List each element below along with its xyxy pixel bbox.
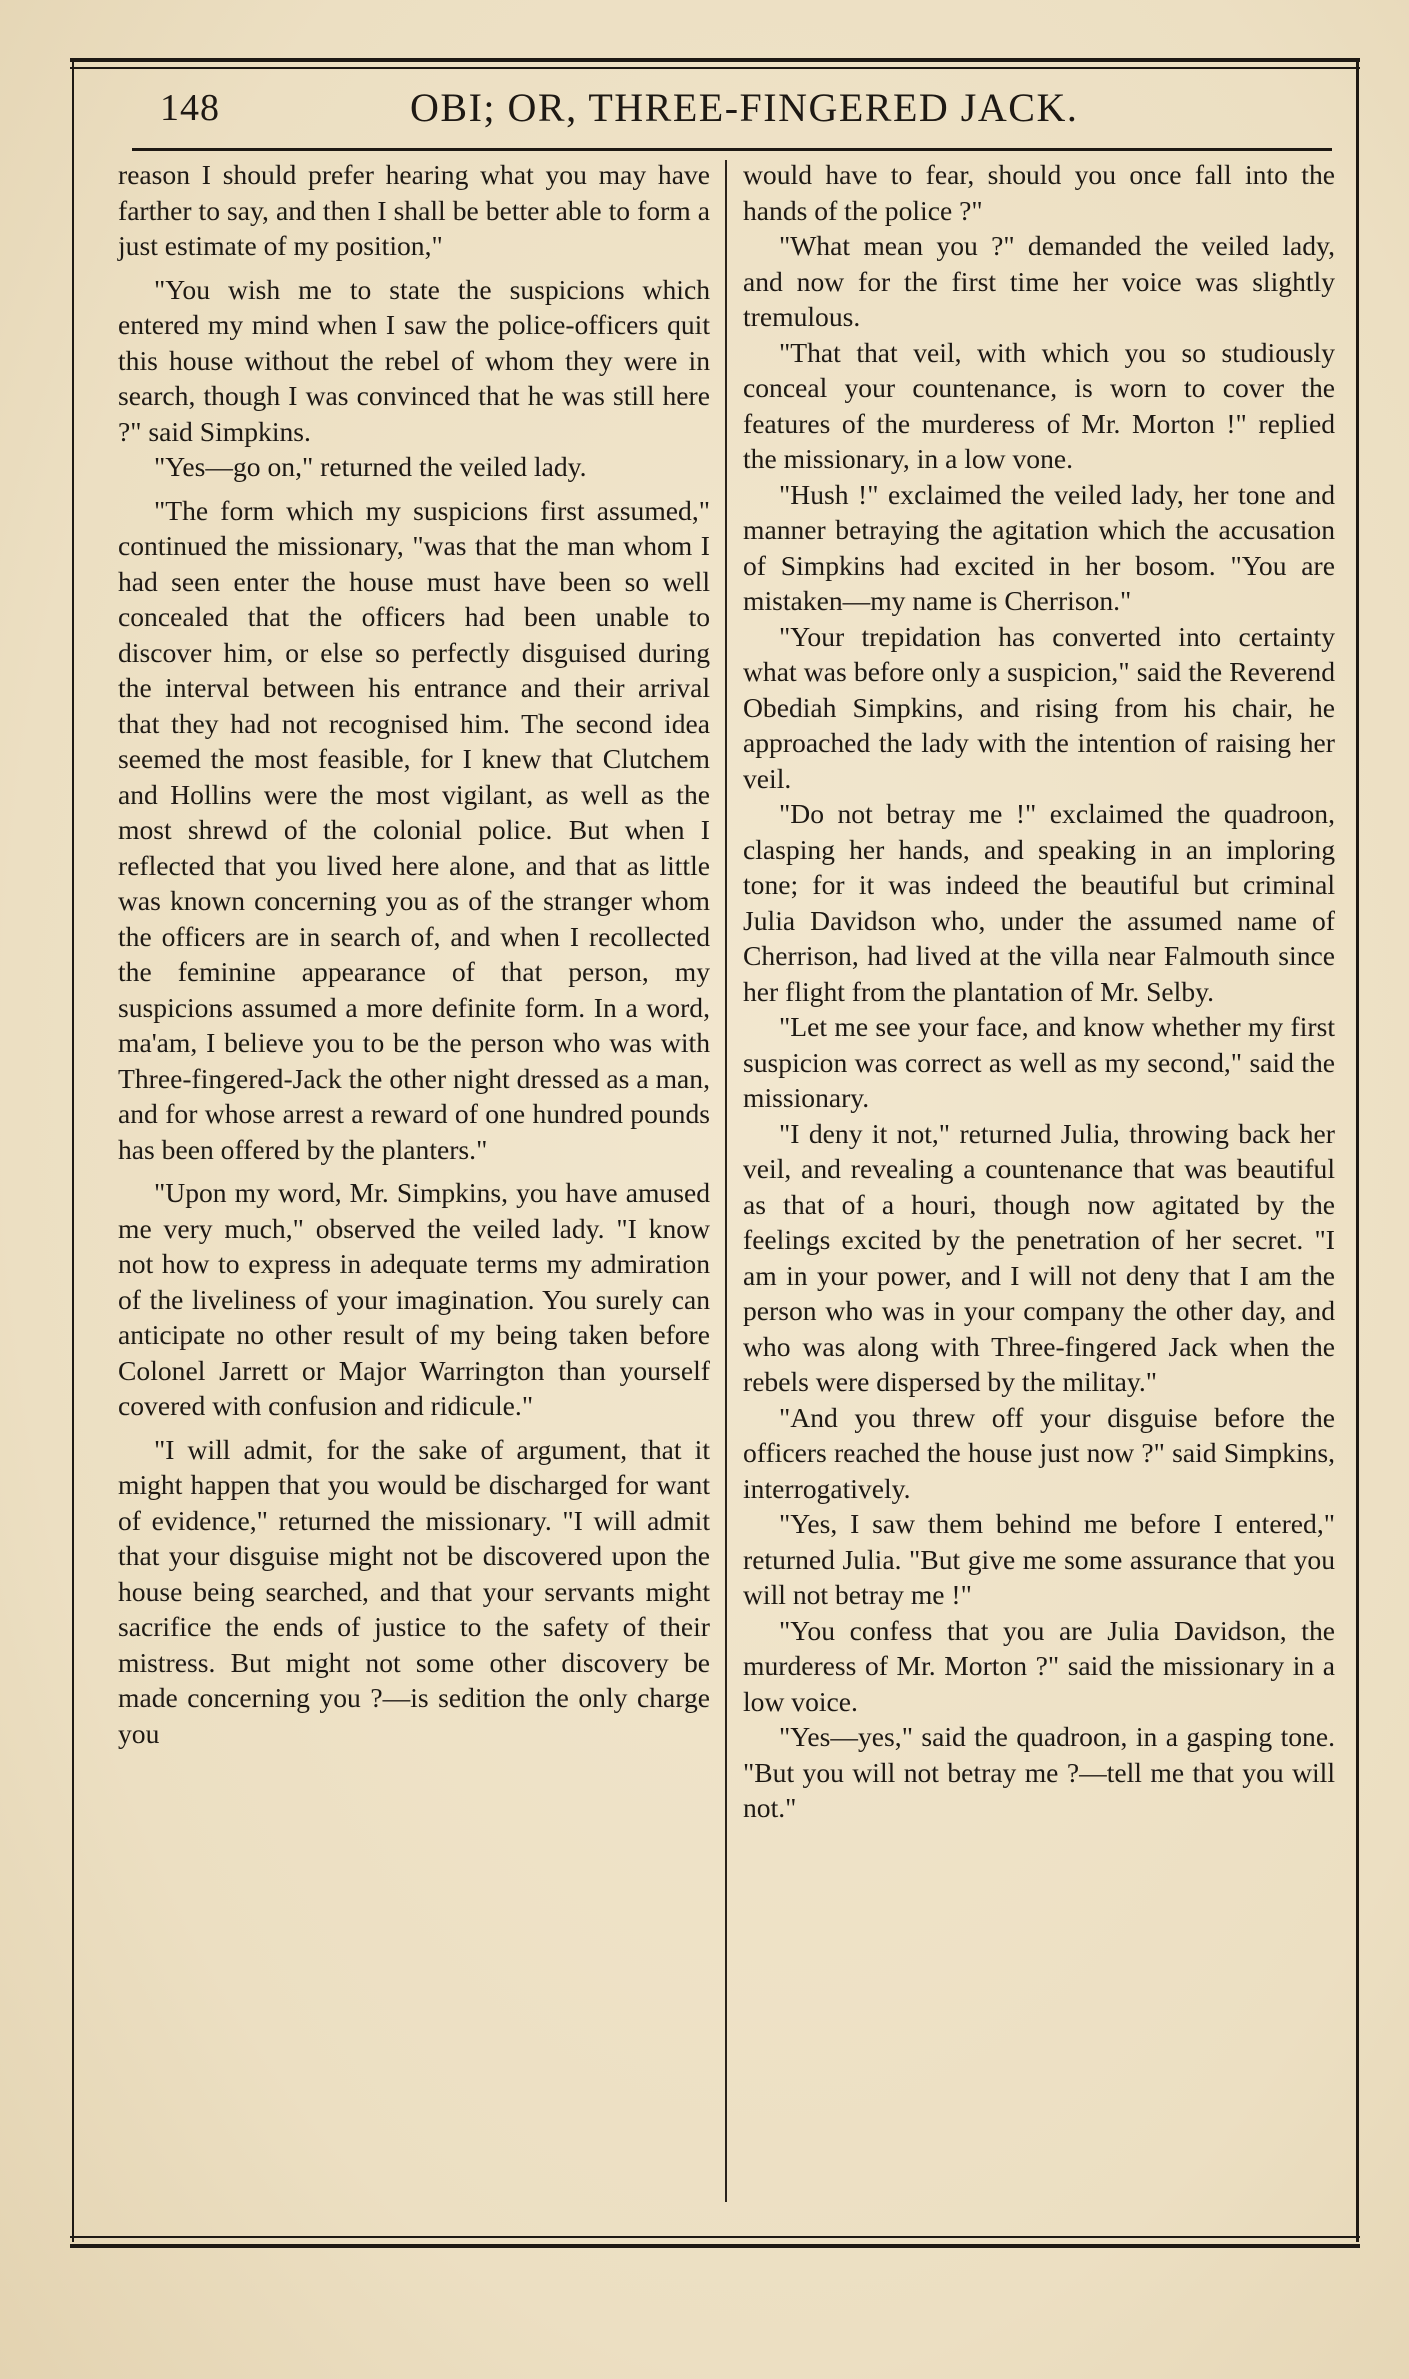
paragraph: "Yes, I saw them behind me before I entered," returned Julia. "But give me some assurance that you will not betray me !" bbox=[743, 1508, 1335, 1610]
frame-right-line bbox=[1356, 62, 1359, 2242]
top-rule-thin bbox=[70, 67, 1360, 69]
paragraph: "Yes—go on," returned the veiled lady. bbox=[154, 451, 587, 482]
paragraph: "What mean you ?" demanded the veiled lady, and now for the first time her voice was slightly tremulous. bbox=[743, 230, 1335, 332]
paragraph: "Yes—yes," said the quadroon, in a gasping tone. "But you will not betray me ?—tell me that you will not." bbox=[743, 1721, 1335, 1823]
paragraph: "Do not betray me !" exclaimed the quadroon, clasping her hands, and speaking in an imploring tone; for it was indeed the beautiful but criminal Julia Davidson who, under the assumed name of Cherrison, had lived at the villa near Falmouth since her flight from the plantation of Mr. Selby. bbox=[743, 798, 1335, 1007]
paragraph: "Your trepidation has converted into certainty what was before only a suspicion," said the Reverend Obediah Simpkins, and rising from his chair, he approached the lady with the intention of raising her veil. bbox=[743, 620, 1335, 794]
paragraph: "That that veil, with which you so studiously conceal your countenance, is worn to cover the features of the murderess of Mr. Morton !" replied the missionary, in a low vone. bbox=[743, 336, 1335, 474]
top-rule-thick bbox=[70, 58, 1360, 62]
header-rule bbox=[132, 148, 1332, 151]
running-title: OBI; OR, THREE-FINGERED JACK. bbox=[410, 85, 1079, 130]
paragraph: "You wish me to state the suspicions which entered my mind when I saw the police-officers quit this house without the rebel of whom they were in search, though I was convinced that he was still here ?" said Simpkins. bbox=[118, 273, 710, 447]
paragraph: would have to fear, should you once fall into the hands of the police ?" bbox=[743, 159, 1335, 226]
frame-left-line bbox=[72, 62, 74, 2242]
paragraph: "Hush !" exclaimed the veiled lady, her tone and manner betraying the agitation which the accusation of Simpkins had excited in her bosom. "You are mistaken—my name is Cherrison." bbox=[743, 478, 1335, 616]
paragraph: "I will admit, for the sake of argument, that it might happen that you would be discharged for want of evidence," returned the missionary. "I will admit that your disguise might not be discovered upon the house being searched, and that your servants might sacrifice the ends of justice to the safety of their mistress. But might not some other discovery be made concerning you ?—is sedition the only charge you bbox=[118, 1433, 710, 1749]
left-column bbox=[118, 157, 710, 1751]
page-header bbox=[160, 84, 1360, 140]
paragraph: "The form which my suspicions first assumed," continued the missionary, "was that the man whom I had seen enter the house must have been so well concealed that the officers had been unable to discover him, or else so perfectly disguised during the interval between his entrance and their arrival that they had not recognised him. The second idea seemed the most feasible, for I knew that Clutchem and Hollins were the most vigilant, as well as the most shrewd of the colonial police. But when I reflected that you lived here alone, and that as little was known concerning you as of the stranger whom the officers are in search of, and when I recollected the feminine appearance of that person, my suspicions assumed a more definite form. In a word, ma'am, I believe you to be the person who was with Three-fingered-Jack the other night dressed as a man, and for whose arrest a reward of one hundred pounds has been offered by the planters." bbox=[118, 494, 710, 1165]
paragraph: reason I should prefer hearing what you may have farther to say, and then I shall be better able to form a just estimate of my position," bbox=[118, 159, 710, 261]
page-number: 148 bbox=[160, 87, 220, 129]
paragraph: "And you threw off your disguise before the officers reached the house just now ?" said Simpkins, interrogatively. bbox=[743, 1401, 1335, 1504]
paragraph: "I deny it not," returned Julia, throwing back her veil, and revealing a countenance that was beautiful as that of a houri, though now agitated by the feelings excited by the penetration of her secret. "I am in your power, and I will not deny that I am the person who was in your company the other day, and who was along with Three-fingered Jack when the rebels were dispersed by the militay." bbox=[743, 1117, 1335, 1397]
column-divider bbox=[725, 160, 727, 2202]
bottom-rule-thick bbox=[70, 2244, 1360, 2248]
paragraph: "You confess that you are Julia Davidson, the murderess of Mr. Morton ?" said the missionary in a low voice. bbox=[743, 1614, 1335, 1717]
right-column bbox=[743, 157, 1335, 1826]
bottom-rule-thin bbox=[70, 2236, 1360, 2238]
paragraph: "Upon my word, Mr. Simpkins, you have amused me very much," observed the veiled lady. "I know not how to express in adequate terms my admiration of the liveliness of your imagination. You surely can anticipate no other result of my being taken before Colonel Jarrett or Major Warrington than yourself covered with confusion and ridicule." bbox=[118, 1177, 710, 1421]
paragraph: "Let me see your face, and know whether my first suspicion was correct as well as my second," said the missionary. bbox=[743, 1011, 1335, 1113]
